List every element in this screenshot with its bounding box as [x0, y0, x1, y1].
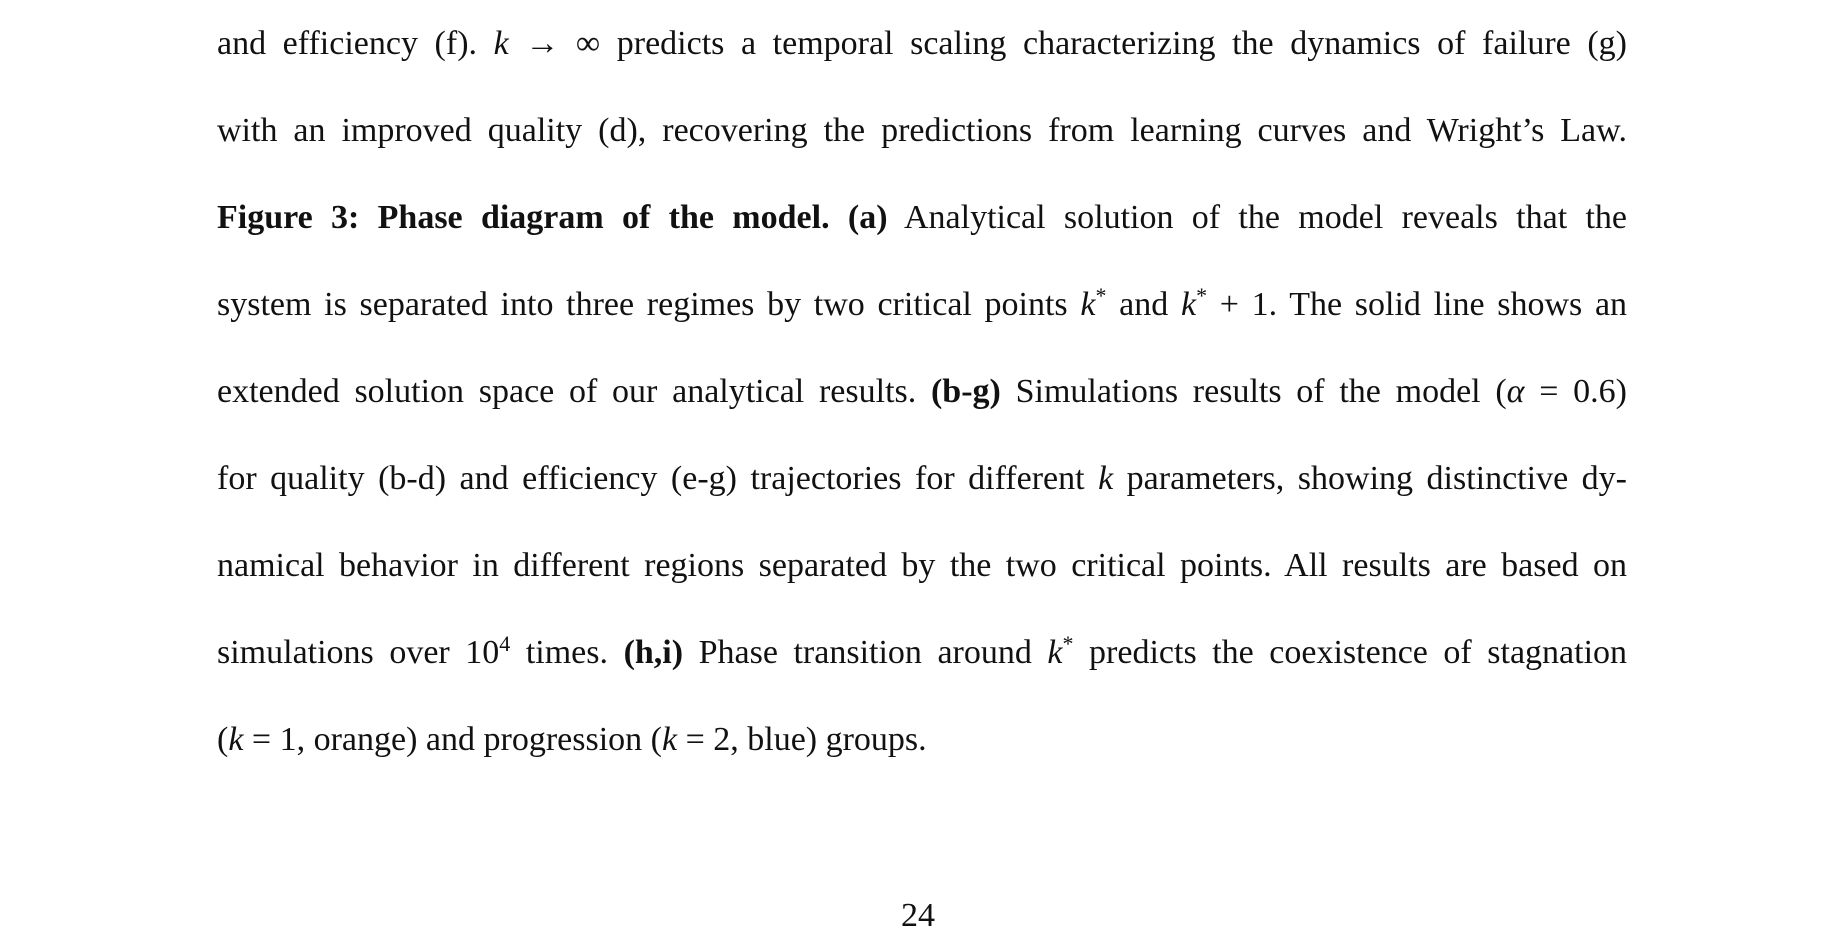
text-segment: parameters, showing distinctive dy- — [1126, 460, 1627, 497]
text-segment: times. — [525, 634, 609, 671]
math-plus-one: + 1. — [1219, 286, 1278, 323]
math-variable-k: k — [1080, 286, 1096, 323]
caption-line-2 — [217, 283, 1627, 327]
text-segment: Analytical solution of the model reveals that the — [903, 199, 1627, 236]
text-line-2: with an improved quality (d), recovering the predictions from learning curves and Wright’s Law. — [217, 112, 1627, 149]
caption-line-4 — [217, 457, 1627, 501]
math-variable-k: k — [1098, 460, 1114, 497]
figure-title: Phase diagram of the model. — [377, 199, 830, 236]
math-superscript: * — [1062, 630, 1074, 656]
math-superscript: * — [1095, 282, 1107, 308]
caption-line-3 — [217, 370, 1627, 414]
panel-label: (b-g) — [930, 373, 1001, 410]
math-variable-alpha: α — [1506, 373, 1525, 410]
caption-line-6 — [217, 631, 1627, 675]
text-segment: Phase transition around — [698, 634, 1032, 671]
text-segment: extended solution space of our analytical results. — [217, 373, 917, 410]
text-segment: predicts a temporal scaling characterizing the dynamics of failure (g) — [616, 25, 1627, 62]
math-superscript: * — [1196, 282, 1208, 308]
math-equation: = 0.6) — [1539, 373, 1627, 410]
math-variable-k: k — [493, 25, 509, 62]
text-segment: Simulations results of the model ( — [1015, 373, 1507, 410]
text-segment: and — [1119, 286, 1169, 323]
panel-label: (a) — [847, 199, 888, 236]
text-segment: ( — [217, 721, 229, 758]
caption-line-1 — [217, 196, 1627, 240]
text-segment: = 1, orange) and progression ( — [251, 721, 662, 758]
math-variable-k: k — [228, 721, 244, 758]
text-segment: simulations over — [217, 634, 450, 671]
caption-line-5: namical behavior in different regions separated by the two critical points. All results are based on — [217, 547, 1627, 584]
math-exponent: 4 — [499, 630, 511, 656]
text-segment: for quality (b-d) and efficiency (e-g) trajectories for different — [217, 460, 1085, 497]
text-segment: system is separated into three regimes by two critical points — [217, 286, 1068, 323]
text-segment: and efficiency (f). — [217, 25, 478, 62]
math-arrow-infinity: → ∞ — [525, 25, 601, 62]
text-segment: The solid line shows an — [1289, 286, 1628, 323]
text-segment: = 2, blue) groups. — [685, 721, 927, 758]
math-base: 10 — [465, 634, 500, 671]
math-variable-k: k — [1047, 634, 1063, 671]
math-variable-k: k — [661, 721, 678, 758]
math-variable-k: k — [1180, 286, 1197, 323]
figure-label: Figure 3: — [217, 199, 360, 236]
text-line-1 — [217, 22, 1627, 66]
page-number: 24 — [901, 897, 935, 934]
text-segment: predicts the coexistence of stagnation — [1089, 634, 1628, 671]
caption-line-7 — [217, 718, 1627, 762]
panel-label: (h,i) — [623, 634, 684, 671]
